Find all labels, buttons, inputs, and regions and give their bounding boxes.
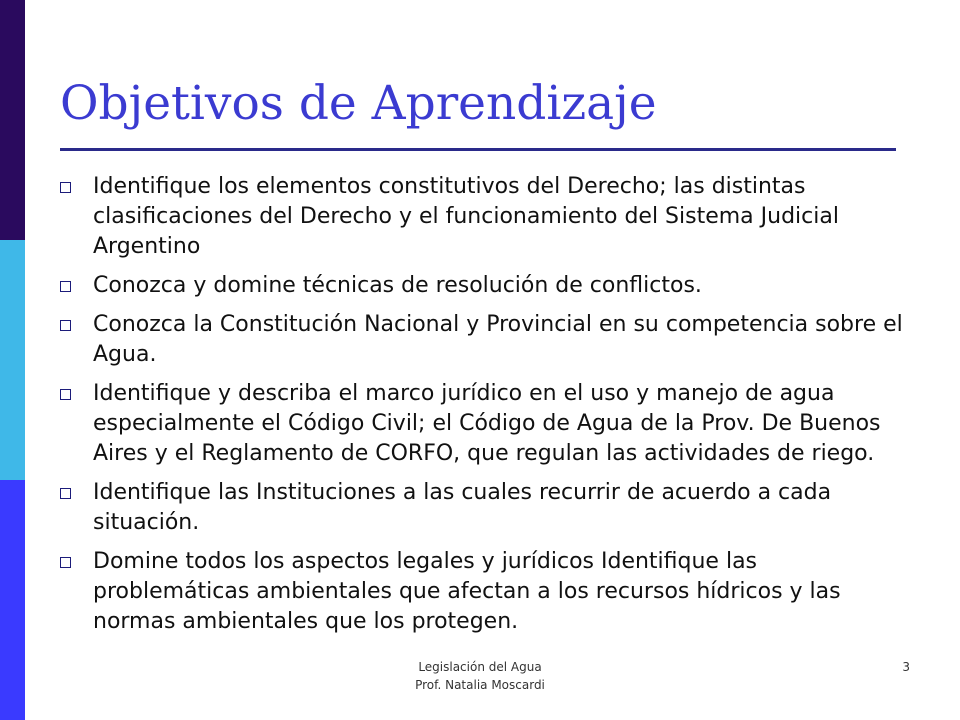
bullet-item [60, 172, 910, 262]
bullet-item [60, 547, 910, 637]
bullet-list [60, 172, 910, 646]
sidebar-segment-dark [0, 0, 25, 240]
hollow-square-icon [60, 557, 71, 568]
page-number: 3 [902, 660, 910, 674]
bullet-text: Conozca y domine técnicas de resolución de conflictos. [93, 273, 702, 298]
title-underline [60, 148, 896, 151]
bullet-text: Identifique y describa el marco jurídico en el uso y manejo de agua especialmente el Código Civil; el Código de Agua de la Prov. De Buenos Aires y el Reglamento de CORFO, que regulan las actividades de riego. [93, 381, 881, 466]
footer-author: Prof. Natalia Moscardi [415, 678, 545, 692]
bullet-item [60, 478, 910, 538]
hollow-square-icon [60, 320, 71, 331]
bullet-item [60, 379, 910, 469]
hollow-square-icon [60, 281, 71, 292]
bullet-text: Domine todos los aspectos legales y jurídicos Identifique las problemáticas ambientales que afectan a los recursos hídricos y las normas ambientales que los protegen. [93, 549, 841, 634]
footer-course-name: Legislación del Agua [418, 660, 542, 674]
hollow-square-icon [60, 389, 71, 400]
sidebar-color-bar [0, 0, 25, 720]
bullet-text: Conozca la Constitución Nacional y Provincial en su competencia sobre el Agua. [93, 312, 903, 367]
slide-footer [380, 658, 580, 694]
slide-title: Objetivos de Aprendizaje [60, 76, 657, 131]
bullet-item [60, 271, 910, 301]
bullet-item [60, 310, 910, 370]
hollow-square-icon [60, 182, 71, 193]
hollow-square-icon [60, 488, 71, 499]
bullet-text: Identifique los elementos constitutivos del Derecho; las distintas clasificaciones del Derecho y el funcionamiento del Sistema Judicial Argentino [93, 174, 839, 259]
sidebar-segment-blue [0, 480, 25, 720]
sidebar-segment-cyan [0, 240, 25, 480]
bullet-text: Identifique las Instituciones a las cuales recurrir de acuerdo a cada situación. [93, 480, 832, 535]
